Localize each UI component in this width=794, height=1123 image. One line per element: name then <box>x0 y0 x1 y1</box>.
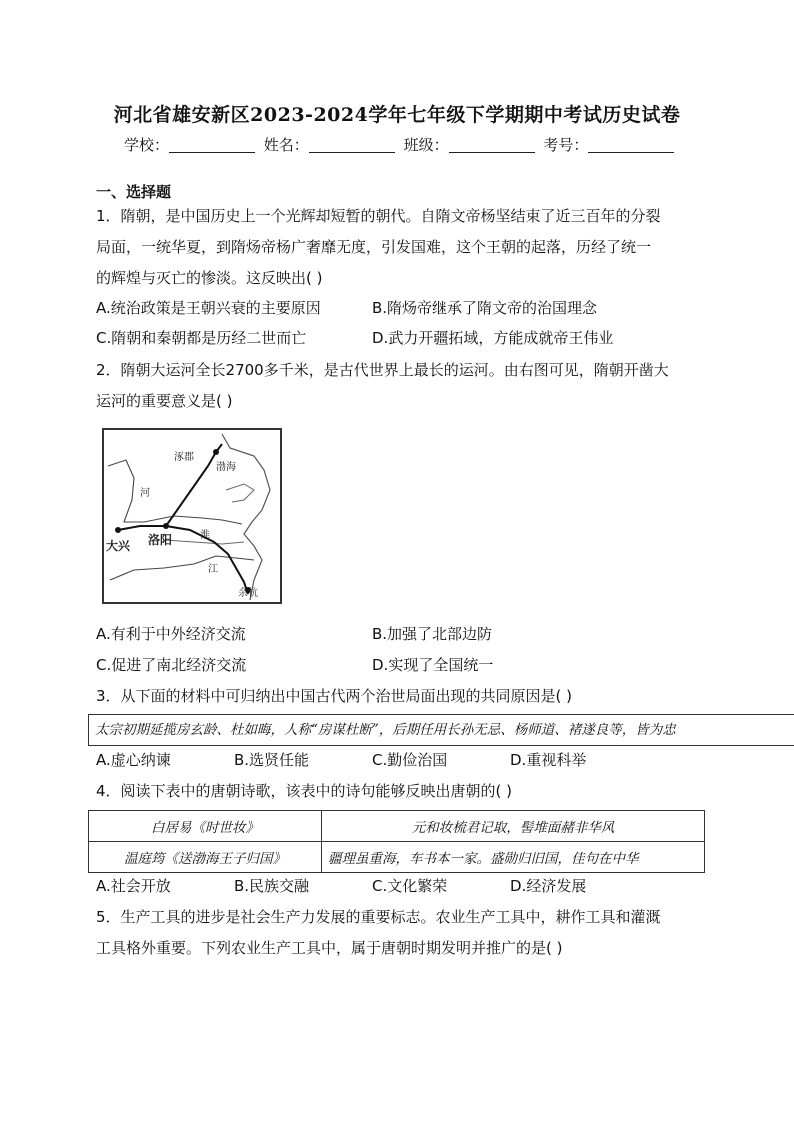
daxing-dot <box>115 527 121 533</box>
yuhang-label: 余杭 <box>238 588 258 599</box>
yangtze-river <box>110 556 254 580</box>
q1-line-2: 局面，一统华夏，到隋炀帝杨广奢靡无度，引发国难，这个王朝的起落，历经了统一 <box>96 238 652 256</box>
q4-line: 4．阅读下表中的唐朝诗歌，该表中的诗句能够反映出唐朝的( ) <box>96 782 513 800</box>
canal-map-svg <box>104 430 280 602</box>
table-row <box>89 811 705 842</box>
q3-option-b[interactable]: B.选贤任能 <box>234 751 310 769</box>
q3-option-a[interactable]: A.虚心纳谏 <box>96 751 171 769</box>
zhuojun-dot <box>213 449 219 455</box>
q1-line-3: 的辉煌与灭亡的惨淡。这反映出( ) <box>96 269 323 287</box>
poem-source-cell: 白居易《时世妆》 <box>89 811 322 842</box>
class-blank[interactable] <box>449 138 535 153</box>
student-info-row <box>124 134 678 155</box>
table-row <box>89 842 705 873</box>
luoyang-label: 洛阳 <box>148 533 173 547</box>
school-label: 学校： <box>124 136 170 154</box>
q2-line-2: 运河的重要意义是( ) <box>96 392 233 410</box>
q2-option-c[interactable]: C.促进了南北经济交流 <box>96 656 247 674</box>
number-blank[interactable] <box>588 138 674 153</box>
q3-material-box: 太宗初期延揽房玄龄、杜如晦，人称“房谋杜断”，后期任用长孙无忌、杨师道、褚遂良等，皆为忠 <box>88 714 794 746</box>
huai-label: 淮 <box>200 530 210 541</box>
peninsula <box>226 484 254 502</box>
poem-table <box>88 810 705 873</box>
q1-option-d[interactable]: D.武力开疆拓域，方能成就帝王伟业 <box>372 329 614 347</box>
class-label: 班级： <box>403 136 449 154</box>
poem-source-cell: 温庭筠《送渤海王子归国》 <box>89 842 322 873</box>
q4-option-d[interactable]: D.经济发展 <box>510 877 587 895</box>
name-label: 姓名： <box>263 136 309 154</box>
q3-option-d[interactable]: D.重视科举 <box>510 751 587 769</box>
he-label: 河 <box>140 488 150 499</box>
poem-text-cell: 疆理虽重海，车书本一家。盛勋归旧国，佳句在中华 <box>322 842 705 873</box>
luoyang-dot <box>163 523 169 529</box>
number-label: 考号： <box>543 136 589 154</box>
q3-option-c[interactable]: C.勤俭治国 <box>372 751 448 769</box>
q1-option-c[interactable]: C.隋朝和秦朝都是历经二世而亡 <box>96 329 307 347</box>
q2-line-1: 2．隋朝大运河全长2700多千米，是古代世界上最长的运河。由右图可见，隋朝开凿大 <box>96 361 669 379</box>
q2-option-a[interactable]: A.有利于中外经济交流 <box>96 625 246 643</box>
grand-canal-map <box>102 428 282 604</box>
q4-option-b[interactable]: B.民族交融 <box>234 877 310 895</box>
q4-option-a[interactable]: A.社会开放 <box>96 877 171 895</box>
daxing-label: 大兴 <box>106 539 131 553</box>
name-blank[interactable] <box>309 138 395 153</box>
exam-title: 河北省雄安新区2023-2024学年七年级下学期期中考试历史试卷 <box>113 104 681 126</box>
bohai-label: 渤海 <box>216 462 236 473</box>
q1-line-1: 1．隋朝，是中国历史上一个光辉却短暂的朝代。自隋文帝杨坚结束了近三百年的分裂 <box>96 207 661 225</box>
q2-option-d[interactable]: D.实现了全国统一 <box>372 656 494 674</box>
coastline <box>222 434 270 600</box>
q1-option-a[interactable]: A.统治政策是王朝兴衰的主要原因 <box>96 299 321 317</box>
poem-text-cell: 元和妆梳君记取，髻堆面赭非华风 <box>322 811 705 842</box>
school-blank[interactable] <box>169 138 255 153</box>
jiang-label: 江 <box>208 564 218 575</box>
q2-option-b[interactable]: B.加强了北部边防 <box>372 625 493 643</box>
q3-line: 3．从下面的材料中可归纳出中国古代两个治世局面出现的共同原因是( ) <box>96 687 573 705</box>
q4-option-c[interactable]: C.文化繁荣 <box>372 877 448 895</box>
q5-line-2: 工具格外重要。下列农业生产工具中，属于唐朝时期发明并推广的是( ) <box>96 939 563 957</box>
zhuojun-label: 涿郡 <box>174 452 194 463</box>
q5-line-1: 5．生产工具的进步是社会生产力发展的重要标志。农业生产工具中，耕作工具和灌溉 <box>96 908 661 926</box>
section-heading: 一、选择题 <box>96 183 172 201</box>
guangtong-canal <box>118 526 166 530</box>
q1-option-b[interactable]: B.隋炀帝继承了隋文帝的治国理念 <box>372 299 598 317</box>
